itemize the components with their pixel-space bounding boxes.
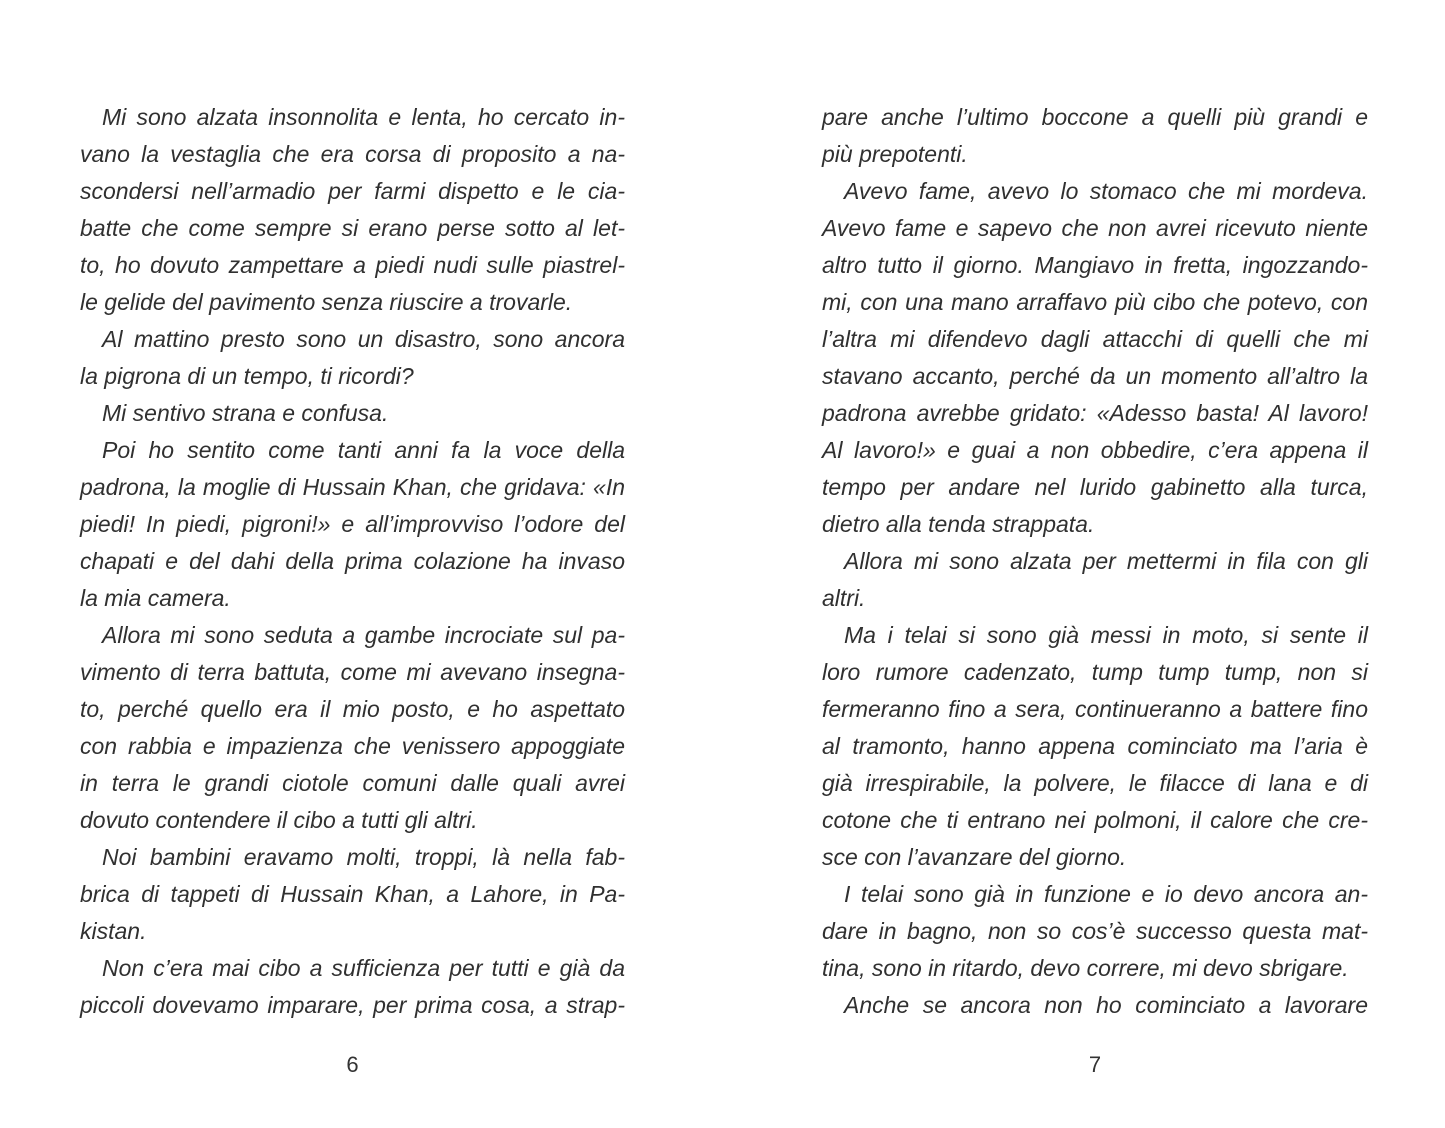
text-line: dare in bagno, non so cos’è successo questa mat- bbox=[822, 918, 1368, 944]
text-line: la mia camera. bbox=[80, 585, 231, 611]
text-line: Al lavoro!» e guai a non obbedire, c’era appena il bbox=[822, 437, 1368, 463]
text-line: piccoli dovevamo imparare, per prima cosa, a strap- bbox=[80, 992, 625, 1018]
text-line: Allora mi sono seduta a gambe incrociate sul pa- bbox=[102, 622, 625, 648]
text-line: fermeranno fino a sera, continueranno a battere fino bbox=[822, 696, 1368, 722]
text-line: altro tutto il giorno. Mangiavo in fretta, ingozzando- bbox=[822, 252, 1368, 278]
text-line: in terra le grandi ciotole comuni dalle quali avrei bbox=[80, 770, 625, 796]
text-line: mi, con una mano arraffavo più cibo che potevo, con bbox=[822, 289, 1368, 315]
text-line: Al mattino presto sono un disastro, sono ancora bbox=[102, 326, 625, 352]
text-line: stavano accanto, perché da un momento all’altro la bbox=[822, 363, 1368, 389]
text-line: Poi ho sentito come tanti anni fa la voce della bbox=[102, 437, 625, 463]
text-line: dietro alla tenda strappata. bbox=[822, 511, 1095, 537]
text-line: dovuto contendere il cibo a tutti gli altri. bbox=[80, 807, 478, 833]
text-line: Noi bambini eravamo molti, troppi, là nella fab- bbox=[102, 844, 625, 870]
text-line: la pigrona di un tempo, ti ricordi? bbox=[80, 363, 414, 389]
text-line: Avevo fame e sapevo che non avrei ricevuto niente bbox=[822, 215, 1368, 241]
page-left-number: 6 bbox=[346, 1052, 359, 1077]
text-line: to, perché quello era il mio posto, e ho aspettato bbox=[80, 696, 625, 722]
text-line: I telai sono già in funzione e io devo ancora an- bbox=[844, 881, 1368, 907]
page-right-number: 7 bbox=[1088, 1052, 1102, 1077]
text-line: kistan. bbox=[80, 918, 147, 944]
text-line: Mi sono alzata insonnolita e lenta, ho cercato in- bbox=[102, 104, 625, 130]
text-line: Mi sentivo strana e confusa. bbox=[102, 400, 389, 426]
text-line: padrona avrebbe gridato: «Adesso basta! Al lavoro! bbox=[822, 400, 1368, 426]
text-line: vimento di terra battuta, come mi avevano insegna- bbox=[80, 659, 625, 685]
text-line: batte che come sempre si erano perse sotto al let- bbox=[80, 215, 625, 241]
text-line: altri. bbox=[822, 585, 866, 611]
text-line: con rabbia e impazienza che venissero appoggiate bbox=[80, 733, 625, 759]
text-line: tempo per andare nel lurido gabinetto alla turca, bbox=[822, 474, 1368, 500]
text-line: pare anche l’ultimo boccone a quelli più grandi e bbox=[822, 104, 1368, 130]
text-line: le gelide del pavimento senza riuscire a trovarle. bbox=[80, 289, 573, 315]
text-line: scondersi nell’armadio per farmi dispetto e le cia- bbox=[80, 178, 625, 204]
text-line: Anche se ancora non ho cominciato a lavorare bbox=[844, 992, 1368, 1018]
text-line: Avevo fame, avevo lo stomaco che mi mordeva. bbox=[844, 178, 1368, 204]
text-line: chapati e del dahi della prima colazione ha invaso bbox=[80, 548, 625, 574]
text-line: tina, sono in ritardo, devo correre, mi devo sbrigare. bbox=[822, 955, 1349, 981]
text-line: padrona, la moglie di Hussain Khan, che gridava: «In bbox=[80, 474, 625, 500]
page-left-text-block bbox=[80, 99, 625, 1024]
text-line: più prepotenti. bbox=[822, 141, 968, 167]
text-line: già irrespirabile, la polvere, le filacce di lana e di bbox=[822, 770, 1368, 796]
text-line: Allora mi sono alzata per mettermi in fila con gli bbox=[844, 548, 1368, 574]
text-line: Ma i telai si sono già messi in moto, si sente il bbox=[844, 622, 1368, 648]
text-line: cotone che ti entrano nei polmoni, il calore che cre- bbox=[822, 807, 1368, 833]
text-line: l’altra mi difendevo dagli attacchi di quelli che mi bbox=[822, 326, 1368, 352]
text-line: loro rumore cadenzato, tump tump tump, non si bbox=[822, 659, 1368, 685]
text-line: al tramonto, hanno appena cominciato ma l’aria è bbox=[822, 733, 1368, 759]
text-line: to, ho dovuto zampettare a piedi nudi sulle piastrel- bbox=[80, 252, 625, 278]
page-right-text-block bbox=[822, 99, 1368, 1024]
text-line: Non c’era mai cibo a sufficienza per tutti e già da bbox=[102, 955, 625, 981]
text-line: brica di tappeti di Hussain Khan, a Lahore, in Pa- bbox=[80, 881, 625, 907]
text-line: piedi! In piedi, pigroni!» e all’improvviso l’odore del bbox=[80, 511, 625, 537]
text-line: sce con l’avanzare del giorno. bbox=[822, 844, 1127, 870]
text-line: vano la vestaglia che era corsa di proposito a na- bbox=[80, 141, 625, 167]
